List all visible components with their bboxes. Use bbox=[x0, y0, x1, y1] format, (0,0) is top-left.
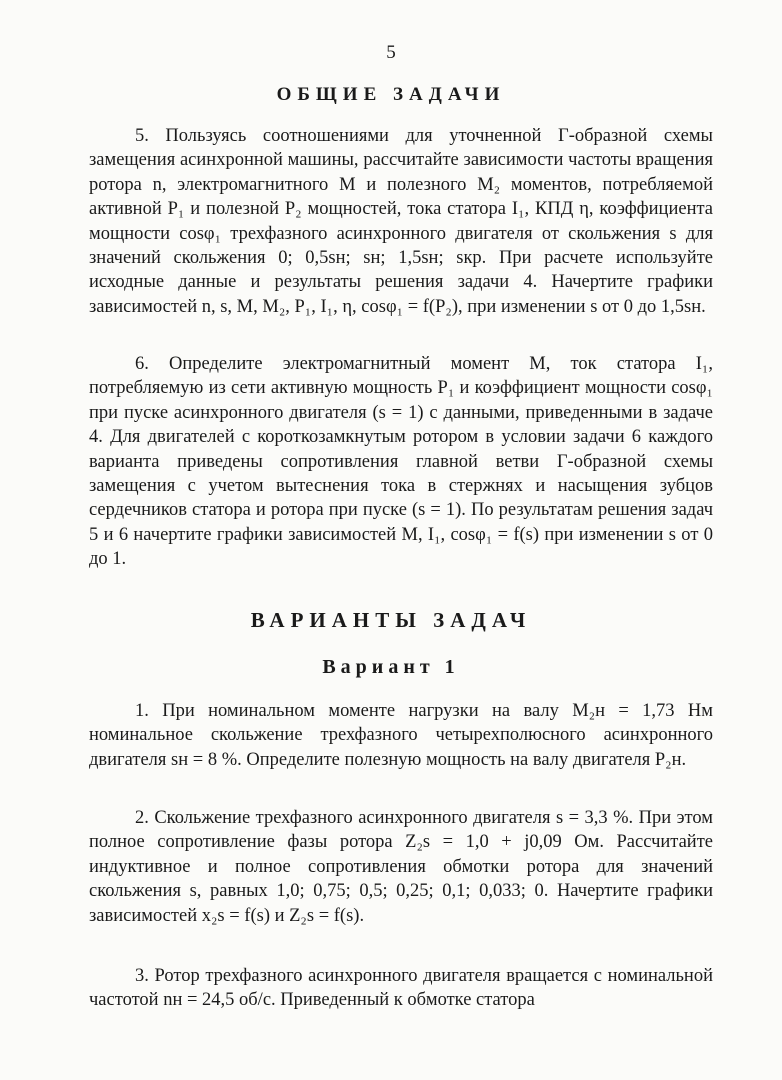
page-number: 5 bbox=[386, 42, 396, 63]
variant-1-problem-2: 2. Скольжение трехфазного асинхронного двигателя s = 3,3 %. При этом полное сопротивление фазы ротора Z₂s = 1,0 + j0,09 Ом. Рассчитайте индуктивное и полное сопротивления обмотки ротора для значений скольжения s, равных 1,0; 0,75; 0,5; 0,25; 0,1; 0,033; 0. Начертите графики зависимостей x₂s = f(s) и Z₂s = f(s). bbox=[89, 808, 713, 926]
variant-1-title: Вариант 1 bbox=[322, 656, 460, 678]
variant-1-problem-1: 1. При номинальном моменте нагрузки на валу M₂н = 1,73 Нм номинальное скольжение трехфазного четырехполюсного асинхронного двигателя sн = 8 %. Определите полезную мощность на валу двигателя P₂н. bbox=[89, 701, 713, 770]
section-title-variants: ВАРИАНТЫ ЗАДАЧ bbox=[250, 608, 532, 632]
variant-1-problem-3: 3. Ротор трехфазного асинхронного двигателя вращается с номинальной частотой nн = 24,5 об/с. Приведенный к обмотке статора bbox=[89, 966, 713, 1011]
problem-5-paragraph: 5. Пользуясь соотношениями для уточненной Г-образной схемы замещения асинхронной машины, рассчитайте зависимости частоты вращения ротора n, электромагнитного M и полезного M₂ моментов, потребляемой активной P₁ и полезной P₂ мощностей, тока статора I₁, КПД η, коэффициента мощности cosφ₁ трехфазного асинхронного двигателя от скольжения s для значений скольжения 0; 0,5sн; sн; 1,5sн; sкр. При расчете используйте исходные данные и результаты решения задачи 4. Начертите графики зависимостей n, s, M, M₂, P₁, I₁, η, cosφ₁ = f(P₂), при изменении s от 0 до 1,5sн. bbox=[89, 126, 713, 317]
section-title-general: ОБЩИЕ ЗАДАЧИ bbox=[276, 84, 506, 105]
problem-6-paragraph: 6. Определите электромагнитный момент M, ток статора I₁, потребляемую из сети активную мощность P₁ и коэффициент мощности cosφ₁ при пуске асинхронного двигателя (s = 1) с данными, приведенными в задаче 4. Для двигателей с короткозамкнутым ротором в условии задачи 6 каждого варианта приведены сопротивления главной ветви Г-образной схемы замещения с учетом вытеснения тока в стержнях и насыщения зубцов сердечников статора и ротора при пуске (s = 1). По результатам решения задач 5 и 6 начертите графики зависимостей M, I₁, cosφ₁ = f(s) при изменении s от 0 до 1. bbox=[89, 354, 713, 570]
